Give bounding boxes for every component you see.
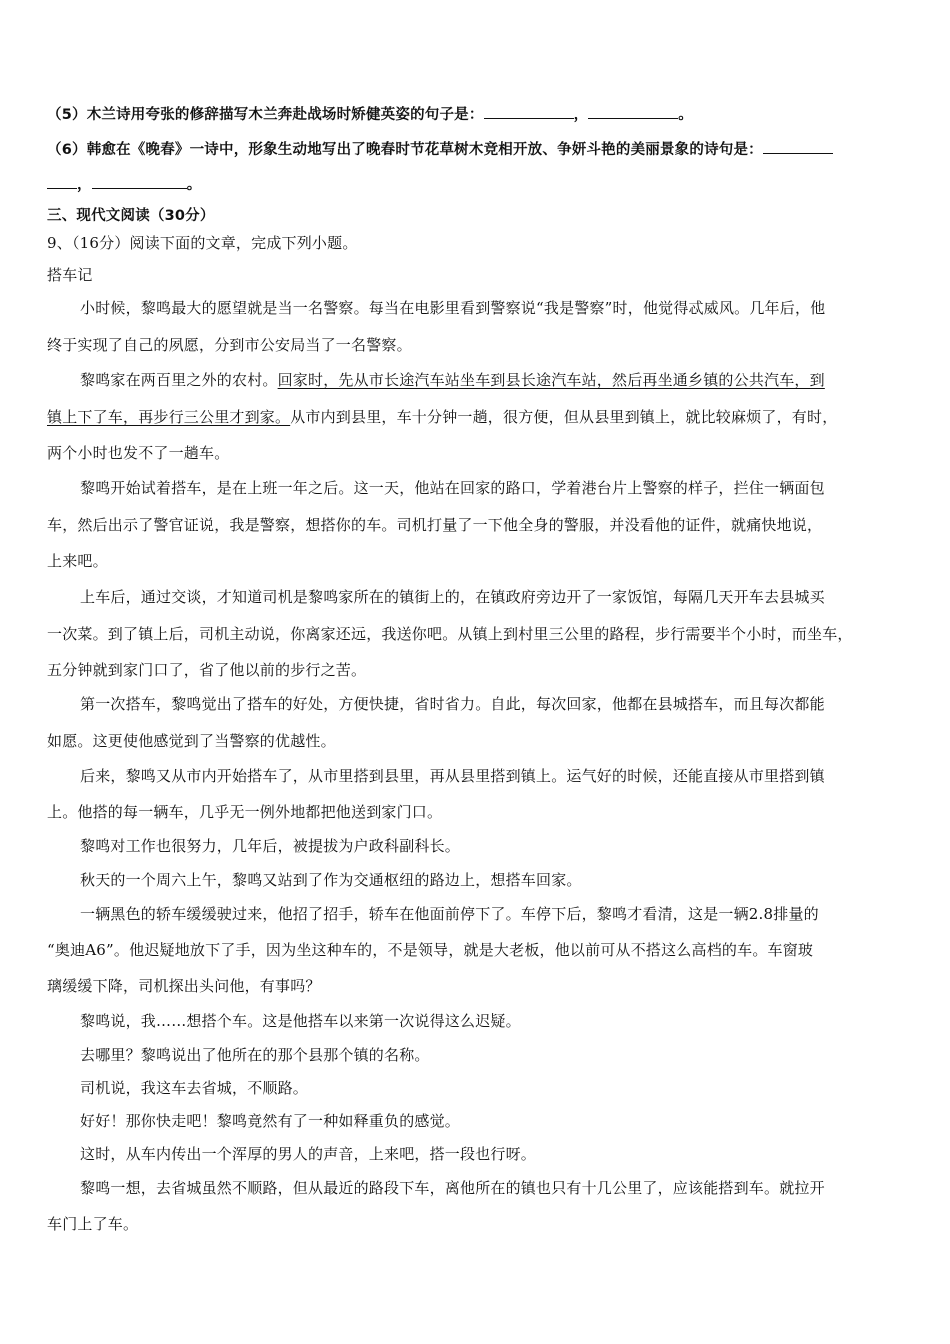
question-9-intro: 9、（16分）阅读下面的文章，完成下列小题。	[47, 234, 358, 252]
paragraph-line	[47, 407, 907, 427]
paragraph-line: 上车后，通过交谈，才知道司机是黎鸣家所在的镇街上的，在镇政府旁边开了一家饭馆，每隔几天开车去县城买	[80, 588, 825, 606]
period: 。	[678, 107, 693, 123]
period: 。	[186, 177, 202, 193]
question-6-text: （6）韩愈在《晚春》一诗中，形象生动地写出了晚春时节花草树木竞相开放、争妍斗艳的美丽景象的诗句是：	[47, 142, 763, 158]
paragraph-line: 车门上了车。	[47, 1215, 139, 1233]
paragraph-line: 去哪里？黎鸣说出了他所在的那个县那个镇的名称。	[80, 1046, 430, 1064]
paragraph-line: 第一次搭车，黎鸣觉出了搭车的好处，方便快捷，省时省力。自此，每次回家，他都在县城搭车，而且每次都能	[80, 695, 825, 713]
paragraph-line: 一次菜。到了镇上后，司机主动说，你离家还远，我送你吧。从镇上到村里三公里的路程，步行需要半个小时，而坐车，	[47, 625, 853, 643]
paragraph-line: 璃缓缓下降，司机探出头问他，有事吗？	[47, 977, 321, 995]
paragraph-line: 车，然后出示了警官证说，我是警察，想搭你的车。司机打量了一下他全身的警服，并没看他的证件，就痛快地说，	[47, 516, 823, 534]
paragraph-text: 黎鸣家在两百里之外的农村。	[80, 371, 278, 389]
paragraph-line	[80, 370, 910, 390]
paragraph-line: 五分钟就到家门口了，省了他以前的步行之苦。	[47, 661, 367, 679]
answer-blank	[92, 174, 187, 189]
question-5	[47, 104, 907, 125]
paragraph-text: 从市内到县里，车十分钟一趟，很方便，但从县里到镇上，就比较麻烦了，有时，	[290, 408, 838, 426]
separator: ，	[77, 177, 92, 193]
paragraph-line: 一辆黑色的轿车缓缓驶过来，他招了招手，轿车在他面前停下了。车停下后，黎鸣才看清，这是一辆2.8排量的	[80, 905, 819, 923]
question-6-continued	[47, 174, 907, 195]
paragraph-line: 黎鸣一想，去省城虽然不顺路，但从最近的路段下车，离他所在的镇也只有十几公里了，应该能搭到车。就拉开	[80, 1179, 825, 1197]
paragraph-line: 终于实现了自己的夙愿，分到市公安局当了一名警察。	[47, 336, 412, 354]
paragraph-line: 司机说，我这车去省城，不顺路。	[80, 1079, 309, 1097]
underlined-sentence: 回家时，先从市长途汽车站坐车到县长途汽车站，然后再坐通乡镇的公共汽车，到	[277, 371, 825, 389]
paragraph-line: 小时候，黎鸣最大的愿望就是当一名警察。每当在电影里看到警察说“我是警察”时，他觉得忒威风。几年后，他	[80, 299, 826, 317]
question-5-text: （5）木兰诗用夸张的修辞描写木兰奔赴战场时矫健英姿的句子是：	[47, 107, 484, 123]
section-title: 三、现代文阅读（30分）	[47, 208, 215, 224]
paragraph-line: 后来，黎鸣又从市内开始搭车了，从市里搭到县里，再从县里搭到镇上。运气好的时候，还能直接从市里搭到镇	[80, 767, 825, 785]
question-6	[47, 139, 907, 160]
underlined-sentence: 镇上下了车，再步行三公里才到家。	[47, 408, 291, 426]
separator: ，	[573, 107, 589, 123]
answer-blank	[588, 104, 678, 119]
paragraph-line: 上。他搭的每一辆车，几乎无一例外地都把他送到家门口。	[47, 803, 443, 821]
answer-blank	[47, 174, 77, 189]
paragraph-line: 这时，从车内传出一个浑厚的男人的声音，上来吧，搭一段也行呀。	[80, 1145, 537, 1163]
paragraph-line: 上来吧。	[47, 552, 108, 570]
paragraph-line: 秋天的一个周六上午，黎鸣又站到了作为交通枢纽的路边上，想搭车回家。	[80, 871, 582, 889]
answer-blank	[484, 104, 574, 119]
paragraph-line: 黎鸣说，我……想搭个车。这是他搭车以来第一次说得这么迟疑。	[80, 1012, 521, 1030]
article-title: 搭车记	[47, 266, 93, 284]
paragraph-line: “奥迪A6”。他迟疑地放下了手，因为坐这种车的，不是领导，就是大老板，他以前可从不搭这么高档的车。车窗玻	[47, 941, 814, 959]
paragraph-line: 如愿。这更使他感觉到了当警察的优越性。	[47, 732, 336, 750]
paragraph-line: 两个小时也发不了一趟车。	[47, 444, 230, 462]
paragraph-line: 黎鸣开始试着搭车，是在上班一年之后。这一天，他站在回家的路口，学着港台片上警察的样子，拦住一辆面包	[80, 479, 825, 497]
paragraph-line: 黎鸣对工作也很努力，几年后，被提拔为户政科副科长。	[80, 837, 461, 855]
paragraph-line: 好好！那你快走吧！黎鸣竟然有了一种如释重负的感觉。	[80, 1112, 461, 1130]
answer-blank	[763, 139, 833, 154]
